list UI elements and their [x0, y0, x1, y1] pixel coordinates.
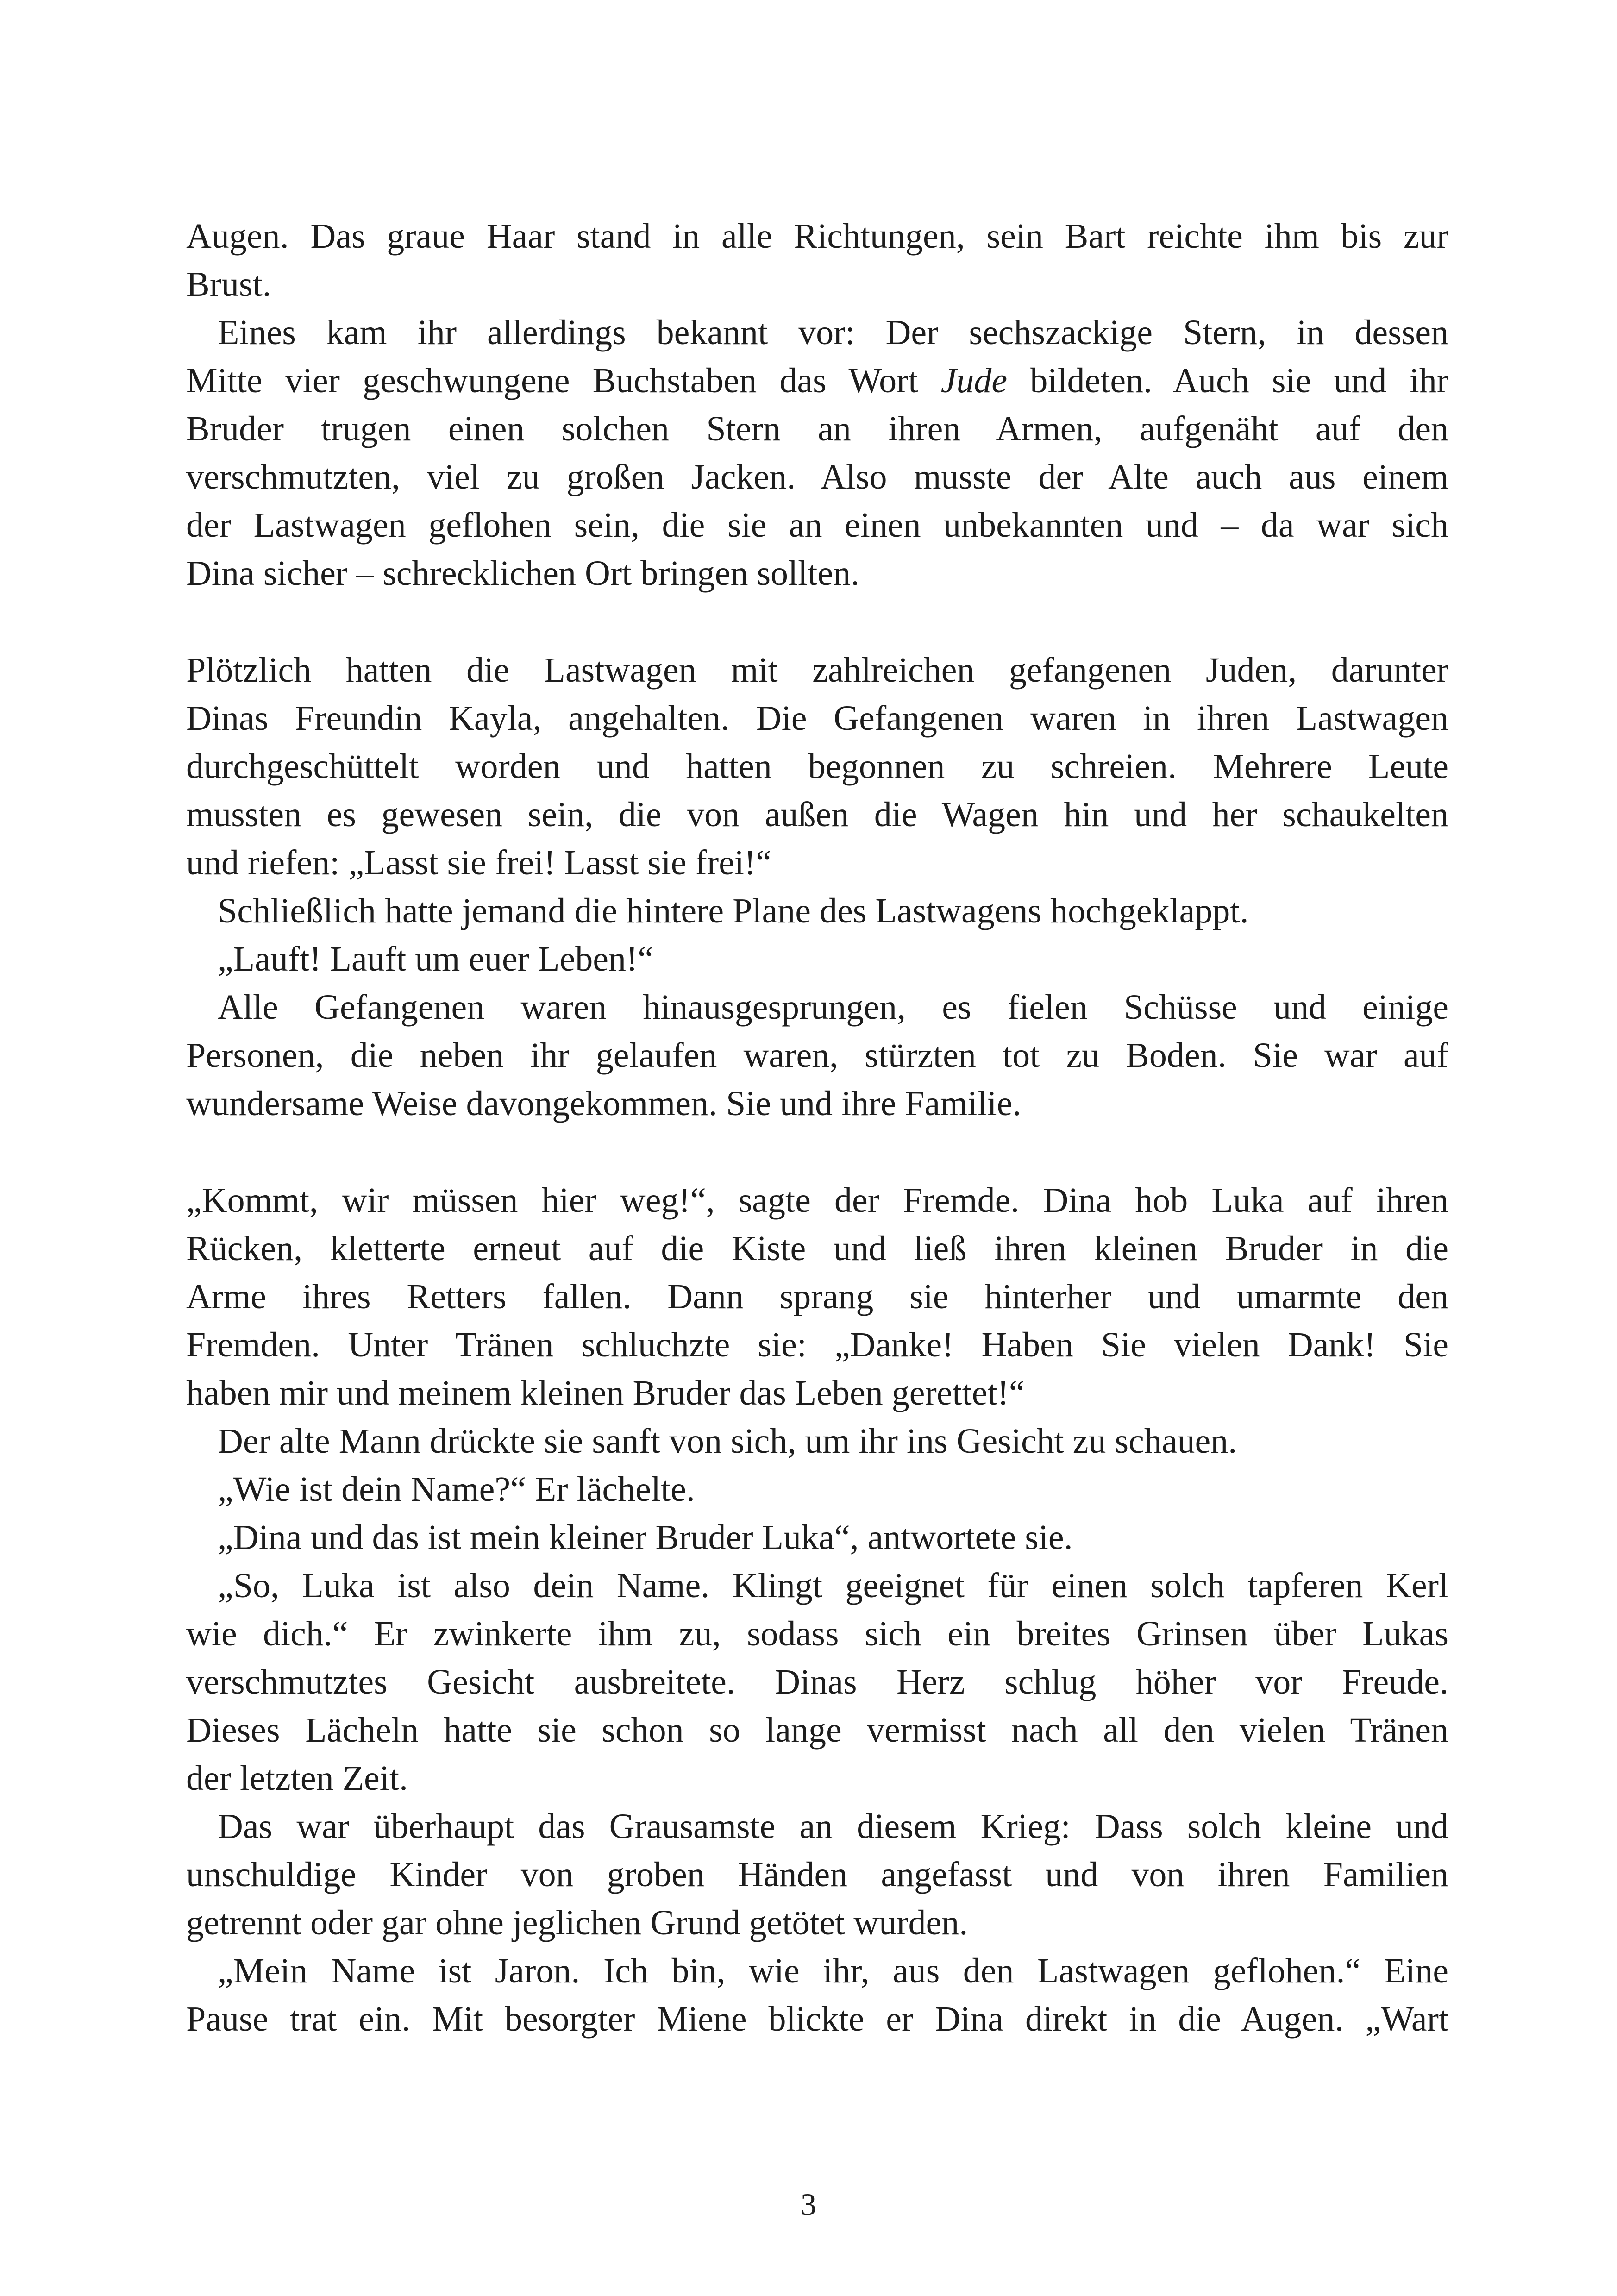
text-line: Personen, die neben ihr gelaufen waren, stürzten tot zu Boden. Sie war auf	[186, 1036, 1448, 1075]
text-line: Arme ihres Retters fallen. Dann sprang sie hinterher und umarmte den	[186, 1277, 1448, 1316]
text-line: und riefen: „Lasst sie frei! Lasst sie frei!“	[186, 843, 772, 882]
text-line: „Lauft! Lauft um euer Leben!“	[218, 940, 654, 979]
text-line	[186, 357, 1448, 405]
text-line: verschmutztes Gesicht ausbreitete. Dinas Herz schlug höher vor Freude.	[186, 1662, 1448, 1701]
text-line: Dieses Lächeln hatte sie schon so lange vermisst nach all den vielen Tränen	[186, 1711, 1448, 1750]
text-line: haben mir und meinem kleinen Bruder das Leben gerettet!“	[186, 1374, 1025, 1412]
page-number: 3	[801, 2187, 816, 2222]
text-line: Fremden. Unter Tränen schluchzte sie: „Danke! Haben Sie vielen Dank! Sie	[186, 1325, 1448, 1364]
text-line: Pause trat ein. Mit besorgter Miene blickte er Dina direkt in die Augen. „Wart	[186, 2000, 1448, 2039]
body-text	[186, 212, 1448, 2043]
text-line: wundersame Weise davongekommen. Sie und ihre Familie.	[186, 1084, 1022, 1123]
text-fragment: Mitte vier geschwungene Buchstaben das Wort	[186, 361, 918, 400]
text-line: Augen. Das graue Haar stand in alle Richtungen, sein Bart reichte ihm bis zur	[186, 217, 1448, 256]
emphasized-word: Jude	[940, 361, 1008, 400]
text-line: Das war überhaupt das Grausamste an diesem Krieg: Dass solch kleine und	[218, 1807, 1448, 1846]
text-line: „Kommt, wir müssen hier weg!“, sagte der Fremde. Dina hob Luka auf ihren	[186, 1181, 1448, 1220]
text-line: „So, Luka ist also dein Name. Klingt geeignet für einen solch tapferen Kerl	[218, 1566, 1448, 1605]
text-line: „Dina und das ist mein kleiner Bruder Luka“, antwortete sie.	[218, 1518, 1073, 1557]
text-line: Dinas Freundin Kayla, angehalten. Die Gefangenen waren in ihren Lastwagen	[186, 699, 1448, 738]
text-line: der letzten Zeit.	[186, 1759, 408, 1798]
section-break	[186, 1128, 1448, 1176]
text-line: Schließlich hatte jemand die hintere Plane des Lastwagens hochgeklappt.	[218, 891, 1249, 930]
text-line: mussten es gewesen sein, die von außen die Wagen hin und her schaukelten	[186, 795, 1448, 834]
text-line: verschmutzten, viel zu großen Jacken. Also musste der Alte auch aus einem	[186, 458, 1448, 496]
text-line: Eines kam ihr allerdings bekannt vor: Der sechszackige Stern, in dessen	[218, 313, 1448, 352]
text-line: wie dich.“ Er zwinkerte ihm zu, sodass sich ein breites Grinsen über Lukas	[186, 1614, 1448, 1653]
text-line: getrennt oder gar ohne jeglichen Grund getötet wurden.	[186, 1903, 968, 1942]
text-line: Plötzlich hatten die Lastwagen mit zahlreichen gefangenen Juden, darunter	[186, 651, 1448, 690]
section-break	[186, 597, 1448, 646]
text-line: durchgeschüttelt worden und hatten begonnen zu schreien. Mehrere Leute	[186, 747, 1448, 786]
text-line: Dina sicher – schrecklichen Ort bringen sollten.	[186, 554, 860, 593]
text-line: Brust.	[186, 265, 271, 304]
text-line: „Wie ist dein Name?“ Er lächelte.	[218, 1470, 695, 1509]
text-line: Rücken, kletterte erneut auf die Kiste und ließ ihren kleinen Bruder in die	[186, 1229, 1448, 1268]
text-line: „Mein Name ist Jaron. Ich bin, wie ihr, aus den Lastwagen geflohen.“ Eine	[218, 1951, 1448, 1990]
text-line: Alle Gefangenen waren hinausgesprungen, es fielen Schüsse und einige	[218, 988, 1448, 1027]
text-line: unschuldige Kinder von groben Händen angefasst und von ihren Familien	[186, 1855, 1448, 1894]
text-line: Bruder trugen einen solchen Stern an ihren Armen, aufgenäht auf den	[186, 409, 1448, 448]
text-line: Der alte Mann drückte sie sanft von sich, um ihr ins Gesicht zu schauen.	[218, 1422, 1237, 1461]
text-line: der Lastwagen geflohen sein, die sie an einen unbekannten und – da war sich	[186, 506, 1448, 545]
text-fragment: bildeten. Auch sie und ihr	[1030, 361, 1449, 400]
